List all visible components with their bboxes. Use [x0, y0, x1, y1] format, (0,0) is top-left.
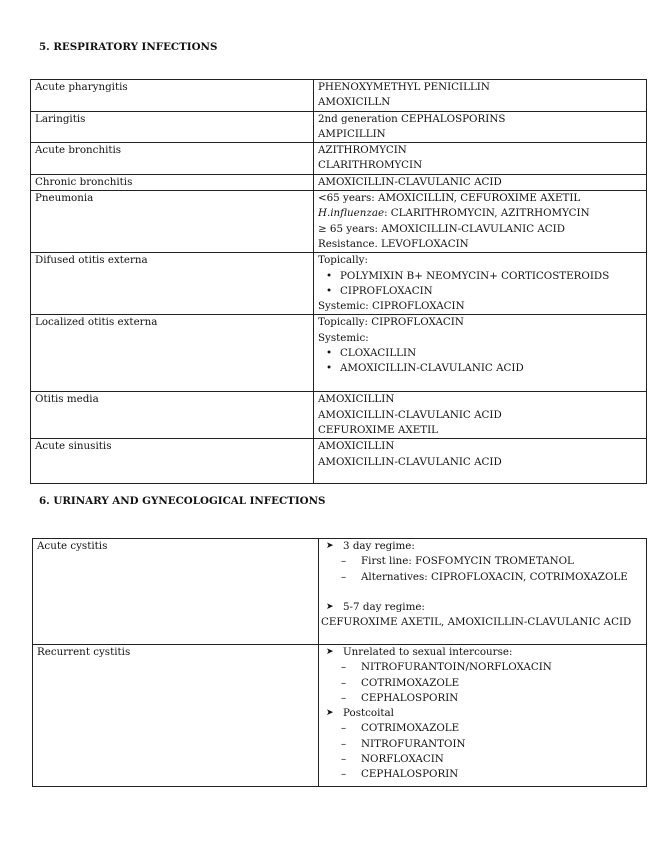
condition-cell: Recurrent cystitis	[33, 645, 319, 787]
section-heading-urinary: 6. URINARY AND GYNECOLOGICAL INFECTIONS	[39, 495, 326, 507]
dash-icon: –	[341, 753, 347, 766]
condition-cell: Acute cystitis	[33, 539, 319, 645]
respiratory-table	[30, 79, 647, 484]
table-row	[31, 315, 647, 392]
table-row	[33, 645, 647, 787]
condition-cell: Laringitis	[31, 111, 314, 143]
dash-icon: –	[341, 722, 347, 735]
treatment-cell: AMOXICILLIN-CLAVULANIC ACID	[314, 174, 647, 190]
urinary-table	[32, 538, 647, 787]
condition-cell: Chronic bronchitis	[31, 174, 314, 190]
table-row	[31, 80, 647, 112]
dash-icon: –	[341, 691, 347, 704]
condition-cell: Acute sinusitis	[31, 439, 314, 484]
dash-icon: –	[341, 661, 347, 674]
treatment-cell: PHENOXYMETHYL PENICILLIN AMOXICILLN	[314, 80, 647, 112]
bullet-icon: •	[326, 269, 333, 282]
dash-icon: –	[341, 737, 347, 750]
treatment-cell: Topically: • POLYMIXIN B+ NEOMYCIN+ CORTICOSTEROIDS • CIPROFLOXACIN Systemic: CIPROFLOXACIN	[314, 253, 647, 315]
condition-cell: Otitis media	[31, 392, 314, 439]
treatment-cell: ➤ 3 day regime: – First line: FOSFOMYCIN TROMETANOL – Alternatives: CIPROFLOXACIN, COTRIMOXAZOLE ➤ 5-7 day regime: CEFUROXIME AXETIL, AMOXICILLIN-CLAVULANIC ACID	[319, 539, 647, 645]
treatment-cell: AMOXICILLIN AMOXICILLIN-CLAVULANIC ACID CEFUROXIME AXETIL	[314, 392, 647, 439]
table-row	[31, 174, 647, 190]
treatment-cell: Topically: CIPROFLOXACIN Systemic: • CLOXACILLIN • AMOXICILLIN-CLAVULANIC ACID	[314, 315, 647, 392]
bullet-icon: •	[326, 362, 333, 375]
table-row	[31, 253, 647, 315]
bullet-icon: •	[326, 347, 333, 360]
treatment-cell: <65 years: AMOXICILLIN, CEFUROXIME AXETIL H.influenzae: CLARITHROMYCIN, AZITRHOMYCIN ≥ 65 years: AMOXICILLIN-CLAVULANIC ACID Resistance. LEVOFLOXACIN	[314, 191, 647, 253]
treatment-cell: 2nd generation CEPHALOSPORINS AMPICILLIN	[314, 111, 647, 143]
dash-icon: –	[341, 676, 347, 689]
table-row	[31, 191, 647, 253]
table-row	[31, 439, 647, 484]
table-row	[31, 143, 647, 175]
arrow-icon: ➤	[326, 708, 334, 719]
condition-cell: Difused otitis externa	[31, 253, 314, 315]
bullet-icon: •	[326, 284, 333, 297]
arrow-icon: ➤	[326, 541, 334, 551]
table-row	[31, 111, 647, 143]
treatment-cell: AZITHROMYCIN CLARITHROMYCIN	[314, 143, 647, 175]
dash-icon: –	[341, 570, 347, 583]
treatment-cell: AMOXICILLIN AMOXICILLIN-CLAVULANIC ACID	[314, 439, 647, 484]
table-row	[33, 539, 647, 645]
treatment-cell: ➤ Unrelated to sexual intercourse: – NITROFURANTOIN/NORFLOXACIN – COTRIMOXAZOLE – CEPHALOSPORIN ➤ Postcoital – COTRIMOXAZOLE – NITROFURANTOIN – NORFLOXACIN – CEPHALOSPORIN	[319, 645, 647, 787]
section-heading-respiratory: 5. RESPIRATORY INFECTIONS	[39, 41, 218, 53]
arrow-icon: ➤	[326, 647, 334, 657]
condition-cell: Localized otitis externa	[31, 315, 314, 392]
condition-cell: Acute pharyngitis	[31, 80, 314, 112]
dash-icon: –	[341, 768, 347, 781]
dash-icon: –	[341, 555, 347, 568]
arrow-icon: ➤	[326, 601, 334, 612]
table-row	[31, 392, 647, 439]
condition-cell: Pneumonia	[31, 191, 314, 253]
condition-cell: Acute bronchitis	[31, 143, 314, 175]
